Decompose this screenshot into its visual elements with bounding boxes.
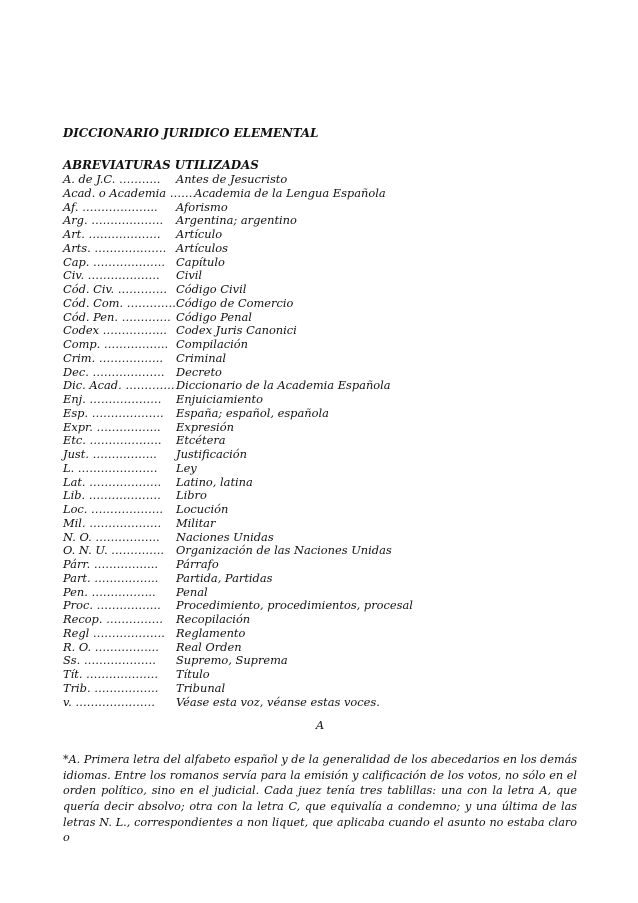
abbreviation-term: Just. ……………..: [63, 447, 157, 461]
abbreviation-row: [63, 531, 577, 545]
abbreviation-meaning: Supremo, Suprema: [176, 653, 288, 668]
definition-entry-a: *A. Primera letra del alfabeto español y de la generalidad de los abecedarios en los demás idiomas. Entre los romanos servía para la emisión y calificación de los votos, no sólo en el orden político, sino en el judicial. Cada juez tenía tres tablillas: una con la letra A, que quería decir absolvo; otra con la letra C, que equivalía a condemno; y una última de las letras N. L., correspondientes a non liquet, que aplicaba cuando el asunto no estaba claro o: [63, 753, 577, 845]
abbreviation-meaning: Artículos: [176, 240, 228, 255]
abbreviation-row: [63, 476, 577, 490]
abbreviation-term: Etc. ……………….: [63, 433, 162, 448]
section-letter-heading: A: [315, 718, 325, 733]
abbreviation-meaning: Párrafo: [176, 557, 219, 571]
abbreviation-row: [63, 228, 577, 242]
abbreviation-row: [63, 297, 577, 311]
abbreviation-meaning: Academia de la Lengua Española: [176, 185, 386, 200]
abbreviation-row: [63, 242, 577, 256]
abbreviation-meaning: Naciones Unidas: [176, 529, 274, 544]
abbreviation-meaning: Capítulo: [176, 254, 225, 269]
abbreviation-row: [63, 544, 577, 558]
abbreviation-meaning: Título: [176, 667, 210, 681]
abbreviation-term: Tít. ……………….: [63, 667, 159, 681]
abbreviation-term: Acad. o Academia ……: [63, 185, 193, 200]
abbreviation-term: Cap. ……………….: [63, 254, 166, 269]
abbreviation-term: Lib. ……………….: [63, 488, 161, 503]
abbreviation-row: [63, 613, 577, 627]
abbreviation-meaning: Recopilación: [176, 612, 251, 626]
abbreviation-row: [63, 517, 577, 531]
abbreviation-term: Proc. ……………..: [63, 598, 161, 613]
abbreviation-row: [63, 599, 577, 613]
abbreviation-term: Loc. ……………….: [63, 502, 164, 516]
abbreviation-term: Dec. ……………….: [63, 364, 165, 379]
abbreviation-meaning: Expresión: [176, 419, 234, 434]
abbreviation-meaning: Locución: [176, 502, 229, 516]
abbreviation-term: Recop. ……………: [63, 612, 164, 626]
abbreviation-row: [63, 393, 577, 407]
abbreviation-term: Arg. ……………….: [63, 213, 164, 228]
abbreviation-term: Cód. Civ. ………….: [63, 282, 167, 296]
abbreviation-term: Cód. Pen. ………….: [63, 309, 171, 324]
abbreviation-meaning: Véase esta voz, véanse estas voces.: [176, 694, 380, 709]
abbreviation-meaning: Libro: [176, 488, 207, 503]
abbreviation-meaning: Código Civil: [176, 282, 247, 296]
abbreviation-term: Mil. ……………….: [63, 515, 162, 530]
abbreviation-meaning: Latino, latina: [176, 474, 253, 489]
abbreviation-meaning: Militar: [176, 515, 216, 530]
abbreviation-term: O. N. U. …………..: [63, 543, 164, 558]
abbreviation-row: [63, 641, 577, 655]
abbreviation-row: [63, 201, 577, 215]
abbreviation-meaning: Criminal: [176, 350, 227, 365]
abbreviation-meaning: Diccionario de la Academia Española: [176, 378, 391, 393]
abbreviation-meaning: Justificación: [176, 447, 247, 461]
abbreviation-row: [63, 379, 577, 393]
abbreviation-meaning: Ley: [176, 460, 197, 475]
abbreviation-term: Af. ………………..: [63, 199, 158, 214]
abbreviation-meaning: Código de Comercio: [176, 295, 294, 310]
abbreviation-row: [63, 256, 577, 270]
abbreviation-meaning: Real Orden: [176, 639, 242, 654]
abbreviation-term: Cód. Com. ………….: [63, 295, 176, 310]
abbreviation-term: v. …………………: [63, 694, 156, 709]
abbreviation-row: [63, 627, 577, 641]
abbreviation-term: N. O. ……………..: [63, 529, 160, 544]
abbreviation-meaning: España; español, española: [176, 405, 329, 420]
abbreviation-meaning: Código Penal: [176, 309, 252, 324]
abbreviation-row: [63, 338, 577, 352]
abbreviation-row: [63, 586, 577, 600]
abbreviation-meaning: Antes de Jesucristo: [176, 172, 288, 186]
abbreviation-row: [63, 366, 577, 380]
abbreviation-term: Párr. ……………..: [63, 557, 159, 571]
abbreviation-term: Comp. ……………..: [63, 337, 169, 351]
abbreviation-meaning: Partida, Partidas: [176, 570, 273, 585]
abbreviation-term: Dic. Acad. ………….: [63, 378, 175, 393]
abbreviation-row: [63, 187, 577, 201]
abbreviation-row: [63, 503, 577, 517]
abbreviation-term: Pen. ……………..: [63, 584, 156, 599]
abbreviation-term: Expr. ……………..: [63, 419, 161, 434]
abbreviation-meaning: Compilación: [176, 337, 248, 351]
abbreviation-term: Enj. ……………….: [63, 392, 162, 406]
abbreviations-list: [63, 173, 577, 709]
abbreviation-term: Ss. ……………….: [63, 653, 156, 668]
abbreviation-meaning: Aforismo: [176, 199, 228, 214]
abbreviation-row: [63, 668, 577, 682]
abbreviation-row: [63, 269, 577, 283]
abbreviation-meaning: Decreto: [176, 364, 222, 379]
abbreviation-term: Civ. ……………….: [63, 268, 160, 283]
abbreviation-row: [63, 407, 577, 421]
document-title: DICCIONARIO JURIDICO ELEMENTAL: [63, 126, 319, 140]
abbreviation-meaning: Reglamento: [176, 625, 246, 640]
abbreviations-heading: ABREVIATURAS UTILIZADAS: [63, 158, 259, 172]
abbreviation-term: Arts. ……………….: [63, 240, 167, 255]
abbreviation-meaning: Artículo: [176, 227, 223, 241]
abbreviation-term: R. O. ……………..: [63, 639, 159, 654]
abbreviation-term: Art. ……………….: [63, 227, 161, 241]
abbreviation-meaning: Codex Juris Canonici: [176, 323, 297, 338]
abbreviation-term: Part. ……………..: [63, 570, 159, 585]
abbreviation-row: [63, 173, 577, 187]
abbreviation-row: [63, 696, 577, 710]
abbreviation-meaning: Organización de las Naciones Unidas: [176, 543, 392, 558]
abbreviation-row: [63, 682, 577, 696]
abbreviation-row: [63, 283, 577, 297]
abbreviation-row: [63, 448, 577, 462]
abbreviation-meaning: Argentina; argentino: [176, 213, 297, 228]
abbreviation-row: [63, 421, 577, 435]
abbreviation-row: [63, 558, 577, 572]
abbreviation-term: Codex ……………..: [63, 323, 167, 338]
abbreviation-meaning: Civil: [176, 268, 203, 283]
abbreviation-row: [63, 214, 577, 228]
abbreviation-meaning: Enjuiciamiento: [176, 392, 263, 406]
abbreviation-term: Trib. ……………..: [63, 680, 159, 695]
abbreviation-term: Esp. ……………….: [63, 405, 164, 420]
abbreviation-meaning: Penal: [176, 584, 208, 599]
abbreviation-row: [63, 324, 577, 338]
abbreviation-row: [63, 311, 577, 325]
abbreviation-meaning: Tribunal: [176, 680, 226, 695]
abbreviation-term: Crim. ……………..: [63, 350, 164, 365]
abbreviation-meaning: Etcétera: [176, 433, 226, 448]
abbreviation-row: [63, 462, 577, 476]
document-page: [63, 126, 577, 846]
abbreviation-row: [63, 654, 577, 668]
abbreviation-row: [63, 352, 577, 366]
abbreviation-term: L. …………………: [63, 460, 158, 475]
abbreviation-row: [63, 434, 577, 448]
abbreviation-row: [63, 489, 577, 503]
abbreviation-row: [63, 572, 577, 586]
abbreviation-term: Regl ……………….: [63, 625, 165, 640]
abbreviation-meaning: Procedimiento, procedimientos, procesal: [176, 598, 413, 613]
abbreviation-term: A. de J.C. ………..: [63, 172, 161, 186]
abbreviation-term: Lat. ……………….: [63, 474, 162, 489]
